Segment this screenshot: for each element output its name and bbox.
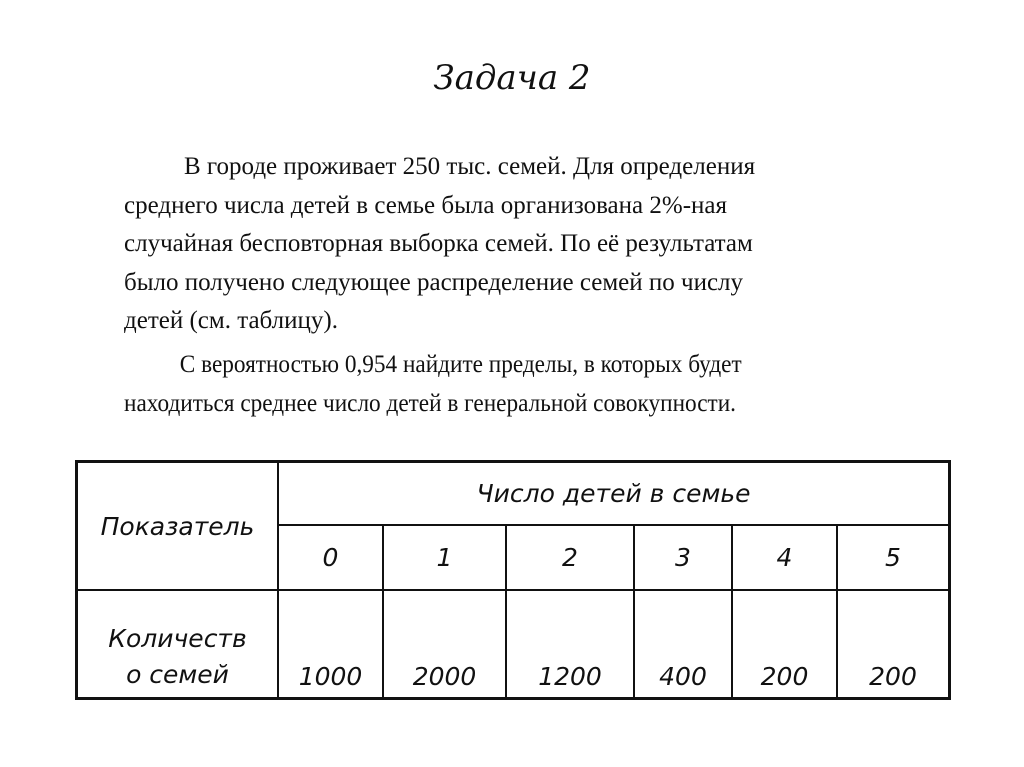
- text-line: С вероятностью 0,954 найдите пределы, в которых будет: [179, 351, 742, 378]
- table-cell: 1200: [538, 662, 602, 691]
- column-header: 4: [776, 543, 793, 572]
- problem-paragraph-1: [124, 148, 964, 341]
- row-label: [78, 591, 277, 697]
- table-cell: 400: [659, 662, 707, 691]
- problem-paragraph-2: [124, 346, 964, 423]
- text-line: В городе проживает 250 тыс. семей. Для определения: [184, 153, 756, 180]
- text-line: случайная бесповторная выборка семей. По её результатам: [124, 230, 753, 257]
- text-line: было получено следующее распределение семей по числу: [124, 268, 744, 296]
- table-cell: 1000: [298, 662, 363, 691]
- table-cell: 2000: [412, 662, 477, 691]
- text-line: находиться среднее число детей в генеральной совокупности.: [124, 389, 736, 417]
- column-header: 3: [675, 543, 691, 572]
- group-header: Число детей в семье: [476, 479, 751, 508]
- row-label-line: о семей: [126, 660, 229, 689]
- column-header: 0: [322, 543, 339, 572]
- column-header: 2: [562, 543, 578, 572]
- text-line: детей (см. таблицу).: [124, 307, 338, 334]
- data-table: [75, 460, 951, 700]
- row-label-line: Количеств: [108, 624, 247, 653]
- table-cell: 200: [869, 662, 917, 691]
- task-title: Задача 2: [433, 58, 591, 98]
- table-cell: 200: [760, 662, 809, 691]
- row-header-label: Показатель: [100, 511, 255, 541]
- column-header: 5: [885, 543, 901, 572]
- text-line: среднего числа детей в семье была организована 2%-ная: [124, 191, 727, 219]
- column-header: 1: [436, 543, 453, 572]
